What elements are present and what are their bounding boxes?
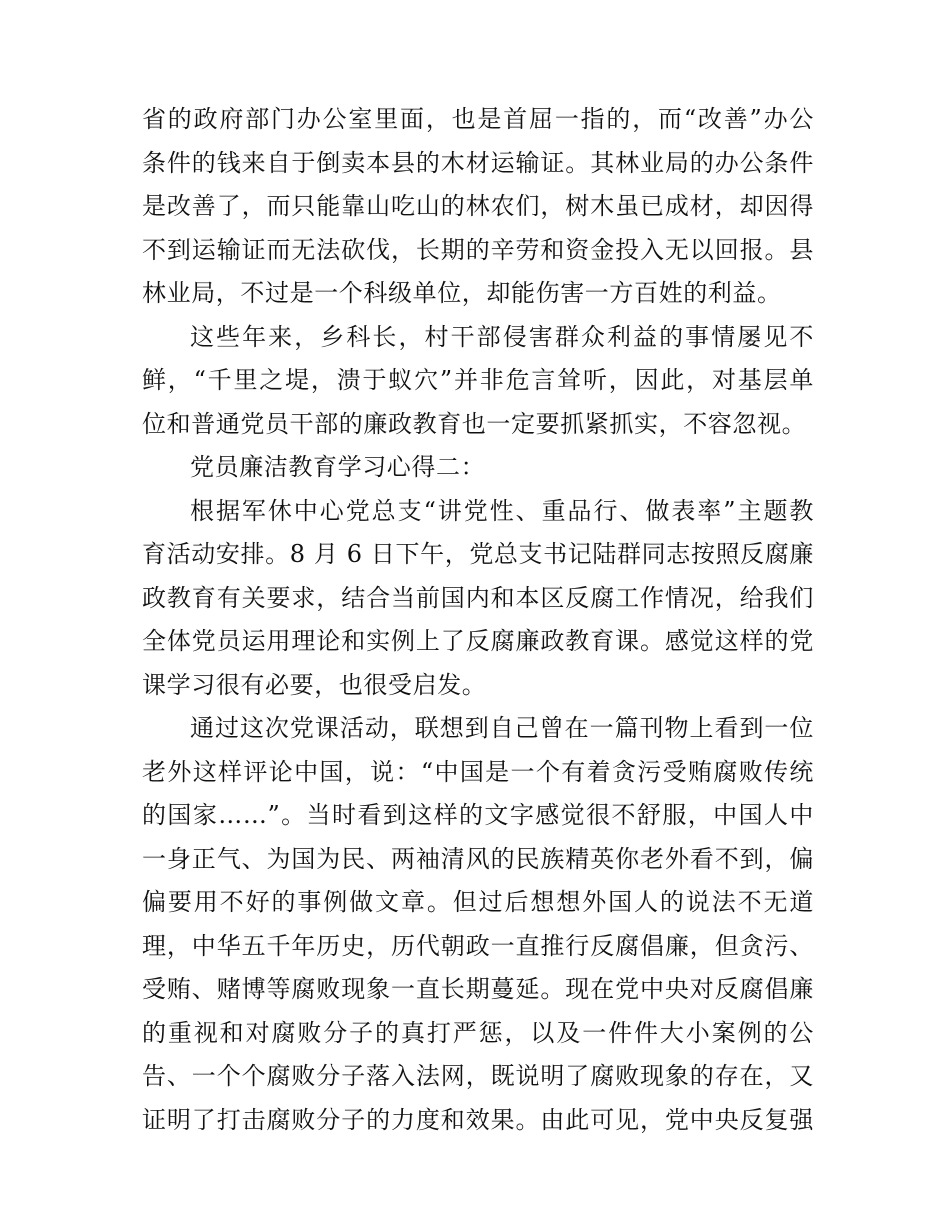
text-line: 的重视和对腐败分子的真打严惩，以及一件件大小案例的公 [142,1018,814,1047]
text-line: 鲜，“千里之堤，溃于蚁穴”并非危言耸听，因此，对基层单 [142,366,814,394]
text-line: 育活动安排。8 月 6 日下午，党总支书记陆群同志按照反腐廉 [142,540,814,568]
text-line: 位和普通党员干部的廉政教育也一定要抓紧抓实，不容忽视。 [142,409,807,438]
text-line: 全体党员运用理论和实例上了反腐廉政教育课。感觉这样的党 [142,627,814,655]
text-line: 偏要用不好的事例做文章。但过后想想外国人的说法不无道 [142,888,814,916]
text-line: 理，中华五千年历史，历代朝政一直推行反腐倡廉，但贪污、 [142,931,814,960]
text-line: 不到运输证而无法砍伐，长期的辛劳和资金投入无以回报。县 [142,235,814,264]
text-line: 课学习很有必要，也很受启发。 [142,670,487,699]
text-line: 政教育有关要求，结合当前国内和本区反腐工作情况，给我们 [142,583,814,612]
paragraph-start-line: 这些年来，乡科长，村干部侵害群众利益的事情屡见不 [190,322,814,351]
paragraph-start-line: 根据军休中心党总支“讲党性、重品行、做表率”主题教 [190,496,814,525]
text-line: 受贿、赌博等腐败现象一直长期蔓延。现在党中央对反腐倡廉 [142,975,814,1003]
body-text [142,98,814,1142]
paragraph-start-line: 通过这次党课活动，联想到自己曾在一篇刊物上看到一位 [190,714,814,742]
text-line: 省的政府部门办公室里面，也是首屈一指的，而“改善”办公 [142,105,814,133]
text-line: 老外这样评论中国，说：“中国是一个有着贪污受贿腐败传统 [142,757,814,786]
text-line: 的国家……”。当时看到这样的文字感觉很不舒服，中国人中 [142,801,814,829]
text-line: 条件的钱来自于倒卖本县的木材运输证。其林业局的办公条件 [142,148,814,177]
text-line: 证明了打击腐败分子的力度和效果。由此可见，党中央反复强 [142,1105,814,1134]
text-line: 林业局，不过是一个科级单位，却能伤害一方百姓的利益。 [142,279,782,307]
text-line: 是改善了，而只能靠山吃山的林农们，树木虽已成材，却因得 [142,192,814,220]
text-line: 告、一个个腐败分子落入法网，既说明了腐败现象的存在，又 [142,1062,814,1090]
section-heading: 党员廉洁教育学习心得二： [190,453,486,481]
text-line: 一身正气、为国为民、两袖清风的民族精英你老外看不到，偏 [142,844,814,873]
